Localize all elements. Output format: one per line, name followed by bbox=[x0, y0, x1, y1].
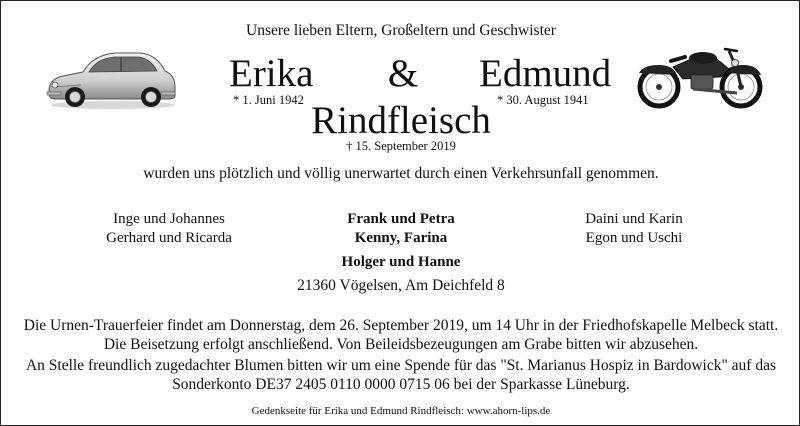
mourners-left bbox=[59, 210, 279, 248]
ampersand: & bbox=[387, 52, 419, 95]
surname: Rindfleisch bbox=[311, 99, 491, 142]
donation-line: An Stelle freundlich zugedachter Blumen bitten wir um eine Spende für das "St. Marianus Hospiz in Bardowick" auf das bbox=[25, 357, 776, 374]
first-name-erika: Erika bbox=[229, 52, 314, 95]
funeral-line: Die Urnen-Trauerfeier findet am Donnerstag, dem 26. September 2019, um 14 Uhr in der Friedhofskapelle Melbeck statt. bbox=[23, 317, 779, 334]
mourner-entry: Gerhard und Ricarda bbox=[106, 230, 232, 246]
birth-date-edmund: * 30. August 1941 bbox=[497, 93, 589, 107]
mourner-entry: Holger und Hanne bbox=[341, 254, 461, 270]
address: 21360 Vögelsen, Am Deichfeld 8 bbox=[297, 277, 505, 294]
mourner-entry: Inge und Johannes bbox=[113, 211, 225, 227]
accident-line: wurden uns plötzlich und völlig unerwartet durch einen Verkehrsunfall genommen. bbox=[143, 165, 659, 182]
death-date: † 15. September 2019 bbox=[346, 139, 456, 153]
mourners-right bbox=[524, 210, 744, 248]
mourners-center bbox=[291, 210, 511, 272]
mourner-entry: Kenny, Farina bbox=[354, 230, 448, 246]
donation-info bbox=[1, 356, 800, 394]
mourner-entry: Egon und Uschi bbox=[585, 230, 683, 246]
birth-date-erika: * 1. Juni 1942 bbox=[233, 93, 304, 107]
first-name-edmund: Edmund bbox=[479, 52, 612, 95]
funeral-info bbox=[1, 316, 800, 354]
vintage-motorcycle-image bbox=[633, 43, 767, 109]
mourner-entry: Frank und Petra bbox=[347, 211, 455, 227]
intro-line: Unsere lieben Eltern, Großeltern und Geschwister bbox=[246, 22, 556, 39]
mourner-entry: Daini und Karin bbox=[585, 211, 683, 227]
funeral-line: Die Beisetzung erfolgt anschließend. Von Beileidsbezeugungen am Grabe bitten wir abzusehen. bbox=[103, 336, 699, 353]
memorial-page-link[interactable]: Gedenkseite für Erika und Edmund Rindfleisch: www.ahorn-lips.de bbox=[251, 405, 551, 417]
donation-line: Sonderkonto DE37 2405 0110 0000 0715 06 bei der Sparkasse Lüneburg. bbox=[172, 376, 630, 393]
